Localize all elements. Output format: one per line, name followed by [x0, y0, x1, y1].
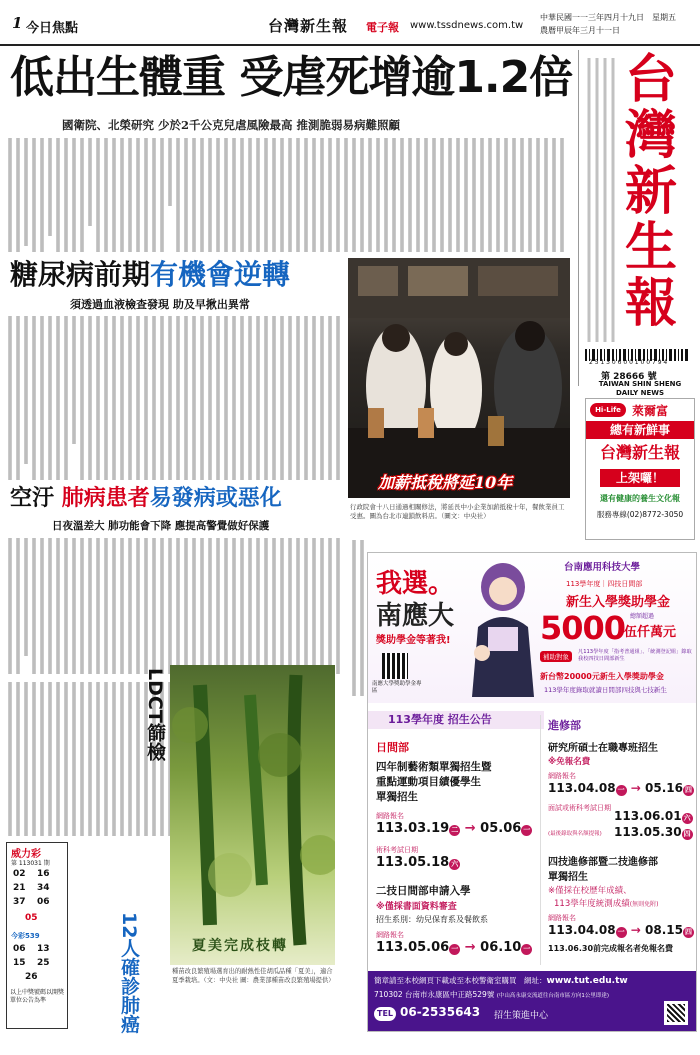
photo-cucumber — [170, 665, 335, 965]
hilife-store: 萊爾富 — [632, 404, 669, 418]
adv-title: 進修部 — [548, 719, 581, 732]
weekday-badge: 六 — [683, 814, 691, 822]
hilife-hotline: 服務專線(02)8772-3050 — [596, 510, 684, 519]
day-date-label: 網路報名 — [376, 812, 404, 820]
story2-headline-b: 有機會逆轉 — [150, 258, 291, 291]
weekday-badge: 六 — [451, 860, 459, 868]
qr-caption: 南應大學獎助學金專區 — [372, 681, 422, 694]
lotto-num: 16 — [37, 869, 50, 879]
tut-slogan1: 我選。 — [376, 569, 455, 599]
adv-notice-row — [614, 825, 693, 840]
two-date1: 113.05.06 — [376, 940, 450, 955]
exam-date-row — [376, 855, 460, 870]
adv-note1: ※免報名費 — [548, 757, 591, 767]
footer-qr-icon[interactable] — [664, 1001, 688, 1025]
qr-code-icon[interactable] — [382, 653, 408, 679]
adv-exam: 113.06.01 — [614, 809, 682, 823]
story3-headline-b: 肺病患者 — [61, 486, 150, 511]
weekday-badge: 二 — [451, 826, 459, 834]
grant-label: 補助對象 — [540, 651, 572, 662]
story2-body — [6, 314, 346, 482]
two-title: 二技日間部申請入學 — [376, 885, 471, 897]
two-date-label: 網路報名 — [376, 931, 404, 939]
masthead — [578, 50, 695, 386]
adv-date1: 113.04.08 — [548, 781, 616, 795]
weekday-badge: 四 — [684, 928, 692, 936]
announce-title: 113學年度 招生公告 — [368, 711, 544, 729]
weekday-badge: 一 — [523, 826, 531, 834]
main-headline: 低出生體重 受虐死增逾1.2倍 — [10, 52, 573, 103]
day-date2: 05.06 — [480, 821, 522, 836]
adv-date2-label: 網路報名 — [548, 914, 576, 922]
story4-headline-a: LDCT篩檢 — [144, 668, 166, 761]
body-text-lines — [6, 314, 346, 482]
day-date1: 113.03.19 — [376, 821, 450, 836]
adv-exam-row — [614, 809, 693, 824]
weekday-badge: 一 — [617, 786, 625, 794]
range-arrow-icon: → — [464, 940, 476, 955]
hilife-logo: Hi-Life — [590, 403, 626, 417]
photo1-caption: 行政院會十八日通過相關修法，將延長中小企業加薪抵稅十年，餐飲業員工受惠。圖為台北市連鎖飲料店。（圖文：中央社） — [350, 503, 565, 520]
adv-date3: 113.04.08 — [548, 923, 616, 937]
tut-banner — [368, 553, 696, 703]
footer-addr — [374, 989, 609, 1000]
mascot-icon — [468, 557, 538, 697]
section-label: 今日焦點 — [26, 21, 79, 36]
header-paper-name: 台灣新生報 — [268, 17, 349, 35]
big-amount: 5000 — [540, 609, 626, 647]
day-item2: 重點運動項目績優學生 — [376, 776, 481, 788]
story2-headline-a: 糖尿病前期 — [10, 258, 151, 291]
weekday-badge: 一 — [523, 945, 531, 953]
lotto-num: 06 — [37, 897, 50, 907]
character-illustration — [468, 557, 538, 697]
adv-note3b: (無則免附) — [629, 901, 659, 908]
story2-body-right — [350, 136, 570, 256]
adv-item1: 研究所碩士在職專班招生 — [548, 743, 658, 754]
lotto-extra-num: 25 — [37, 958, 50, 968]
lotto-extra-num: 15 — [13, 958, 26, 968]
hilife-ad[interactable] — [585, 398, 695, 540]
two-dept: 招生系別：幼兒保育系及餐飲系 — [376, 915, 488, 924]
tel-label: TEL — [374, 1007, 396, 1021]
masthead-char: 報 — [625, 273, 678, 334]
body-text-lines — [6, 536, 346, 676]
barcode — [585, 346, 689, 358]
weekday-badge: 四 — [683, 830, 691, 838]
weekday-badge: 四 — [684, 786, 692, 794]
adv-item2b: 單獨招生 — [548, 872, 588, 883]
page-number: 1 — [12, 14, 23, 32]
footer-web[interactable]: www.tut.edu.tw — [546, 976, 628, 986]
lotto-extra-num: 06 — [13, 944, 26, 954]
side-text-lines — [583, 54, 619, 346]
main-subheadline: 國衛院、北榮研究 少於2千公克兒虐風險最高 推測脆弱易病難照顧 — [62, 118, 401, 132]
adv-exam-label: 面試或術科考試日期 — [548, 804, 611, 812]
tel-dept: 招生策進中心 — [494, 1011, 549, 1021]
adv-notice: 113.05.30 — [614, 825, 682, 839]
masthead-char: 生 — [625, 217, 678, 278]
day-title: 日間部 — [376, 741, 409, 754]
two-note: ※僅採書面資料審查 — [376, 902, 457, 912]
adv-note3-text: 113學年度統測成績 — [554, 899, 630, 909]
masthead-english: TAIWAN SHIN SHENG DAILY NEWS — [598, 380, 682, 397]
lotto-title: 威力彩 — [11, 849, 41, 860]
photo-bubble-tea — [348, 258, 570, 498]
exam-label: 術科考試日期 — [376, 846, 418, 854]
weekday-badge: 一 — [451, 945, 459, 953]
lotto-num: 02 — [13, 869, 26, 879]
footer-text: 簡章請至本校網頁下載或至本校警衛室購買 — [374, 976, 517, 985]
masthead-char: 新 — [625, 161, 678, 222]
tut-footer — [368, 971, 696, 1031]
range-arrow-icon: → — [630, 781, 641, 795]
adv-date-range — [548, 781, 694, 796]
lotto-num: 34 — [37, 883, 50, 893]
lotto-note: 以上中獎號碼以開獎單位公告為準 — [10, 989, 65, 1004]
lotto-extra-num: 26 — [25, 972, 38, 982]
photo-illustration — [348, 258, 570, 498]
adv-date2-range — [548, 923, 694, 938]
tut-logo-name: 台南應用科技大學 — [564, 562, 641, 573]
story3-headline — [10, 484, 350, 514]
lotto-second: 05 — [25, 913, 38, 923]
page-header — [0, 0, 700, 46]
story3-body — [6, 536, 346, 676]
day-item1: 四年制藝術類單獨招生暨 — [376, 761, 492, 773]
range-arrow-icon: → — [630, 923, 641, 937]
hilife-paper: 台灣新生報 — [599, 443, 680, 462]
footer-line1 — [374, 975, 628, 986]
story3-headline-a: 空汙 — [10, 486, 55, 511]
masthead-char: 灣 — [625, 105, 678, 166]
adv-date4: 08.15 — [645, 923, 683, 937]
photo2-overlay-text: 夏美完成枝轉 — [192, 938, 288, 954]
adv-date-label: 網路報名 — [548, 772, 576, 780]
scholar-title: 113學年度｜四技日間部 — [566, 580, 643, 588]
hilife-tagline: 還有健康的養生文化報 — [600, 494, 680, 503]
date-roc: 中華民國一一三年四月十九日 星期五 — [540, 13, 676, 22]
new-note: 113學年度錄取就讀日間部四技與七技新生 — [544, 686, 667, 694]
amount-pre: 總額超過 — [630, 613, 655, 620]
grant-desc: 凡113學年度「指考普通組」、「統測登記組」錄取我校四技日間部新生 — [578, 649, 692, 662]
story3-subheadline: 日夜溫差大 肺功能會下降 應提高警覺做好保護 — [52, 520, 270, 532]
lotto-extra-label: 今彩539 — [11, 932, 40, 940]
story2-headline — [10, 258, 350, 292]
story4-headline-b: 12人確診肺癌 — [118, 912, 140, 1034]
range-arrow-icon: → — [464, 821, 476, 836]
adv-last: 113.06.30前完成報名者免報名費 — [548, 944, 674, 953]
epaper-label: 電子報 — [366, 21, 399, 34]
lotto-num: 37 — [13, 897, 26, 907]
lotto-box — [6, 842, 68, 1029]
photo-overlay-text: 加薪抵稅將延10年 — [378, 473, 513, 492]
amount-label: 伍仟萬元 — [624, 625, 677, 640]
photo-illustration — [170, 665, 335, 965]
adv-note2: ※僅採在校歷年成績、 — [548, 886, 632, 896]
adv-item2: 四技進修部暨二技進修部 — [548, 857, 658, 868]
column-divider — [540, 715, 541, 965]
date-lunar: 農曆甲辰年三月十一日 — [540, 26, 620, 35]
footer-addr-note: (中山高永康交流道往台南市區方向1公里即達) — [496, 993, 610, 999]
two-date2: 06.10 — [480, 940, 522, 955]
two-date-range — [376, 940, 532, 955]
lotto-issue: 第 113031 期 — [11, 860, 50, 867]
photo2-caption: 種苗改良繁殖場選育出的耐熱性佳胡瓜品種「夏美」，適合夏季栽培。（文：中央社 圖：農業部種苗改良繁殖場提供） — [172, 968, 335, 984]
tel-number[interactable]: 06-2535643 — [400, 1005, 481, 1019]
tut-slogan2: 南應大 — [376, 601, 455, 631]
day-date-range — [376, 821, 532, 836]
story2-subheadline: 須透過血液檢查發現 助及早揪出異常 — [70, 298, 250, 311]
tut-ad[interactable] — [367, 552, 697, 1032]
day-item3: 單獨招生 — [376, 791, 418, 803]
scholar-main: 新生入學獎助學金 — [566, 595, 671, 610]
lotto-extra-num: 13 — [37, 944, 50, 954]
adv-notice-label: (最後錄取與名額提報) — [548, 831, 602, 837]
weekday-badge: 一 — [617, 928, 625, 936]
footer-web-label: 網址： — [524, 976, 547, 985]
tut-slogan3: 獎助學金等著我! — [376, 635, 451, 646]
masthead-char: 台 — [625, 49, 678, 110]
barcode-number: 2 5 1 3 0 6 0 0 1 0 0 7 9 4 — [589, 359, 668, 366]
story3-headline-c: 易發病或惡化 — [149, 486, 282, 511]
hilife-line2: 上架囉！ — [600, 469, 680, 487]
adv-note3 — [554, 897, 658, 909]
masthead-side-text — [583, 54, 619, 346]
header-url[interactable]: www.tssdnews.com.tw — [410, 20, 524, 31]
hilife-line1: 總有新鮮事 — [586, 421, 694, 439]
new-amount: 新台幣20000元新生入學獎助學金 — [540, 672, 664, 681]
adv-date2: 05.16 — [645, 781, 683, 795]
exam-date: 113.05.18 — [376, 855, 450, 870]
issue-number: 第 28666 號 — [601, 372, 657, 382]
footer-addr-text: 710302 台南市永康區中正路529號 — [374, 990, 495, 999]
lotto-num: 21 — [13, 883, 26, 893]
